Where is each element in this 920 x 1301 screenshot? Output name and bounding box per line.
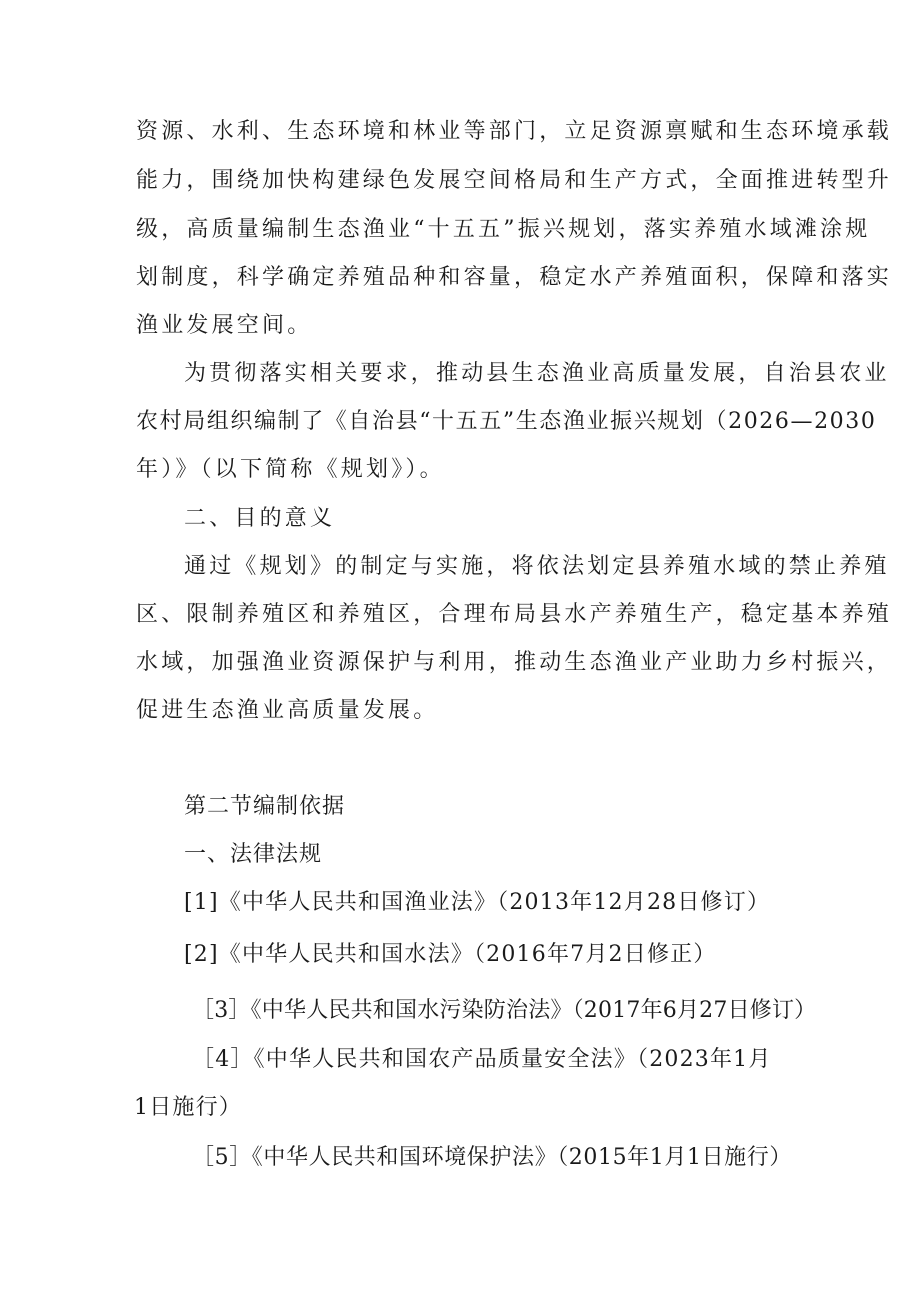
heading-purpose: 二、目的意义 (184, 506, 336, 531)
reference-5: ［5］《中华人民共和国环境保护法》（2015年1月1日施行） (192, 1145, 792, 1170)
paragraph-2-line-1: 为贯彻落实相关要求，推动县生态渔业高质量发展，自治县农业 (184, 361, 890, 386)
paragraph-3-line-3: 水域，加强渔业资源保护与利用，推动生态渔业产业助力乡村振兴， (136, 650, 893, 675)
reference-4-continuation: 1日施行） (134, 1095, 242, 1120)
paragraph-3-line-1: 通过《规划》的制定与实施，将依法划定县养殖水域的禁止养殖 (184, 554, 890, 579)
paragraph-1-line-4: 划制度，科学确定养殖品种和容量，稳定水产养殖面积，保障和落实 (136, 265, 893, 290)
paragraph-3-line-2: 区、限制养殖区和养殖区，合理布局县水产养殖生产，稳定基本养殖 (136, 602, 893, 627)
heading-laws: 一、法律法规 (184, 842, 323, 867)
paragraph-3-line-4: 促进生态渔业高质量发展。 (136, 698, 439, 723)
reference-3: ［3］《中华人民共和国水污染防治法》（2017年6月27日修订） (192, 998, 817, 1023)
paragraph-1-line-2: 能力，围绕加快构建绿色发展空间格局和生产方式，全面推进转型升 (136, 168, 893, 193)
reference-1: [1]《中华人民共和国渔业法》（2013年12月28日修订） (184, 890, 771, 915)
paragraph-2-line-2: 农村局组织编制了《自治县“十五五”生态渔业振兴规划（2026—2030 (136, 409, 877, 434)
reference-2: [2]《中华人民共和国水法》（2016年7月2日修正） (184, 942, 717, 967)
paragraph-1-line-1: 资源、水利、生态环境和林业等部门，立足资源禀赋和生态环境承载 (136, 119, 893, 144)
section-title: 第二节编制依据 (184, 794, 346, 819)
paragraph-1-line-3: 级，高质量编制生态渔业“十五五”振兴规划，落实养殖水域滩涂规 (136, 217, 871, 242)
reference-4: ［4］《中华人民共和国农产品质量安全法》（2023年1月 (192, 1047, 772, 1072)
paragraph-2-line-3: 年）》（以下简称《规划》）。 (136, 457, 445, 482)
paragraph-1-line-5: 渔业发展空间。 (136, 313, 313, 338)
